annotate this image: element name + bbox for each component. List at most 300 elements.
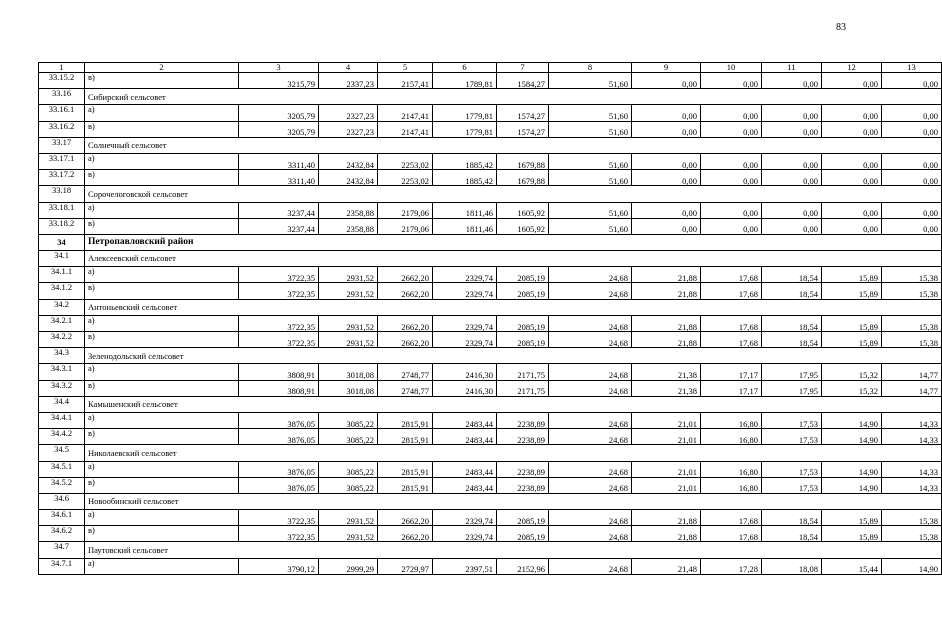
table-row xyxy=(39,218,942,234)
row-value: 18,54 xyxy=(762,283,822,299)
row-label: а) xyxy=(85,153,239,169)
page-number: 83 xyxy=(836,22,846,33)
row-value: 1789,81 xyxy=(433,73,497,89)
row-value: 3722,35 xyxy=(239,267,319,283)
row-value: 24,68 xyxy=(549,412,632,428)
row-value: 21,88 xyxy=(632,526,701,542)
row-value: 2253,02 xyxy=(378,153,433,169)
section-name: Николаевский сельсовет xyxy=(85,445,942,461)
row-value: 0,00 xyxy=(632,153,701,169)
column-number-header: 6 xyxy=(433,63,497,73)
row-value: 2748,77 xyxy=(378,364,433,380)
row-value: 21,88 xyxy=(632,510,701,526)
row-value: 21,01 xyxy=(632,477,701,493)
row-value: 3722,35 xyxy=(239,332,319,348)
section-row xyxy=(39,137,942,153)
row-label: в) xyxy=(85,121,239,137)
row-value: 15,89 xyxy=(822,283,882,299)
row-value: 15,32 xyxy=(822,380,882,396)
row-value: 3722,35 xyxy=(239,526,319,542)
row-value: 3237,44 xyxy=(239,202,319,218)
row-label: а) xyxy=(85,202,239,218)
row-value: 17,68 xyxy=(701,267,762,283)
row-value: 0,00 xyxy=(762,202,822,218)
row-value: 16,80 xyxy=(701,412,762,428)
row-value: 2171,75 xyxy=(497,364,549,380)
section-row xyxy=(39,348,942,364)
row-value: 16,80 xyxy=(701,461,762,477)
row-value: 2085,19 xyxy=(497,510,549,526)
row-value: 2662,20 xyxy=(378,315,433,331)
row-value: 0,00 xyxy=(701,202,762,218)
table-row xyxy=(39,380,942,396)
column-number-header: 9 xyxy=(632,63,701,73)
row-code: 34.6.1 xyxy=(39,510,85,526)
row-value: 2483,44 xyxy=(433,461,497,477)
section-code: 34.5 xyxy=(39,445,85,461)
row-value: 3085,22 xyxy=(319,429,378,445)
section-row xyxy=(39,89,942,105)
row-value: 2931,52 xyxy=(319,510,378,526)
section-name: Новообинский сельсовет xyxy=(85,493,942,509)
row-value: 2999,29 xyxy=(319,558,378,574)
table-row xyxy=(39,332,942,348)
row-value: 17,53 xyxy=(762,461,822,477)
row-label: а) xyxy=(85,315,239,331)
row-value: 2085,19 xyxy=(497,526,549,542)
row-value: 2085,19 xyxy=(497,283,549,299)
row-value: 2358,88 xyxy=(319,202,378,218)
district-name: Петропавловский район xyxy=(85,234,942,250)
row-value: 14,90 xyxy=(822,461,882,477)
row-value: 0,00 xyxy=(822,218,882,234)
row-value: 21,88 xyxy=(632,332,701,348)
row-value: 24,68 xyxy=(549,283,632,299)
row-value: 2329,74 xyxy=(433,315,497,331)
row-value: 0,00 xyxy=(762,170,822,186)
row-value: 3085,22 xyxy=(319,477,378,493)
row-value: 14,33 xyxy=(882,412,942,428)
row-value: 21,88 xyxy=(632,283,701,299)
row-value: 24,68 xyxy=(549,364,632,380)
row-label: а) xyxy=(85,267,239,283)
row-value: 0,00 xyxy=(632,121,701,137)
section-row xyxy=(39,186,942,202)
row-value: 14,90 xyxy=(822,412,882,428)
row-value: 21,88 xyxy=(632,267,701,283)
row-value: 3237,44 xyxy=(239,218,319,234)
row-value: 14,90 xyxy=(822,477,882,493)
section-row xyxy=(39,493,942,509)
row-value: 3722,35 xyxy=(239,315,319,331)
row-value: 0,00 xyxy=(701,105,762,121)
row-value: 3018,08 xyxy=(319,364,378,380)
row-value: 3018,08 xyxy=(319,380,378,396)
row-value: 14,33 xyxy=(882,477,942,493)
row-value: 2238,89 xyxy=(497,412,549,428)
row-value: 2329,74 xyxy=(433,510,497,526)
row-value: 1605,92 xyxy=(497,218,549,234)
row-value: 2931,52 xyxy=(319,267,378,283)
row-value: 0,00 xyxy=(632,170,701,186)
row-label: в) xyxy=(85,73,239,89)
row-value: 1574,27 xyxy=(497,105,549,121)
table-row xyxy=(39,526,942,542)
row-code: 34.3.1 xyxy=(39,364,85,380)
row-value: 2729,97 xyxy=(378,558,433,574)
row-value: 17,17 xyxy=(701,364,762,380)
row-value: 0,00 xyxy=(632,218,701,234)
table-row xyxy=(39,429,942,445)
row-value: 3808,91 xyxy=(239,364,319,380)
section-name: Паутовский сельсовет xyxy=(85,542,942,558)
row-value: 3876,05 xyxy=(239,429,319,445)
row-value: 3790,12 xyxy=(239,558,319,574)
table-row xyxy=(39,315,942,331)
row-value: 17,68 xyxy=(701,510,762,526)
row-value: 21,48 xyxy=(632,558,701,574)
row-label: а) xyxy=(85,510,239,526)
row-value: 17,17 xyxy=(701,380,762,396)
row-value: 3722,35 xyxy=(239,510,319,526)
row-code: 34.1.2 xyxy=(39,283,85,299)
row-value: 17,68 xyxy=(701,332,762,348)
row-value: 0,00 xyxy=(762,121,822,137)
row-value: 15,38 xyxy=(882,526,942,542)
row-value: 15,38 xyxy=(882,332,942,348)
table-row xyxy=(39,170,942,186)
row-value: 2662,20 xyxy=(378,267,433,283)
row-label: в) xyxy=(85,477,239,493)
table-row xyxy=(39,510,942,526)
row-label: в) xyxy=(85,332,239,348)
row-code: 34.6.2 xyxy=(39,526,85,542)
row-value: 0,00 xyxy=(762,218,822,234)
table-row xyxy=(39,283,942,299)
row-value: 0,00 xyxy=(822,73,882,89)
row-value: 21,38 xyxy=(632,380,701,396)
row-value: 21,01 xyxy=(632,461,701,477)
row-value: 1811,46 xyxy=(433,218,497,234)
row-value: 24,68 xyxy=(549,461,632,477)
row-value: 0,00 xyxy=(632,202,701,218)
row-value: 2179,06 xyxy=(378,202,433,218)
row-value: 2931,52 xyxy=(319,332,378,348)
row-value: 24,68 xyxy=(549,267,632,283)
row-value: 3876,05 xyxy=(239,461,319,477)
column-number-header: 11 xyxy=(762,63,822,73)
row-value: 2327,23 xyxy=(319,121,378,137)
row-value: 3876,05 xyxy=(239,412,319,428)
row-value: 3205,79 xyxy=(239,105,319,121)
row-value: 2662,20 xyxy=(378,283,433,299)
section-code: 34.4 xyxy=(39,396,85,412)
row-value: 24,68 xyxy=(549,429,632,445)
row-value: 1811,46 xyxy=(433,202,497,218)
row-value: 2253,02 xyxy=(378,170,433,186)
column-number-header: 7 xyxy=(497,63,549,73)
row-value: 2931,52 xyxy=(319,315,378,331)
row-value: 24,68 xyxy=(549,558,632,574)
row-value: 1574,27 xyxy=(497,121,549,137)
row-value: 17,95 xyxy=(762,364,822,380)
row-value: 21,88 xyxy=(632,315,701,331)
row-label: а) xyxy=(85,412,239,428)
row-value: 21,01 xyxy=(632,429,701,445)
row-value: 3085,22 xyxy=(319,461,378,477)
row-label: в) xyxy=(85,526,239,542)
section-row xyxy=(39,251,942,267)
table-row xyxy=(39,153,942,169)
row-value: 1885,42 xyxy=(433,153,497,169)
row-value: 21,38 xyxy=(632,364,701,380)
row-value: 51,60 xyxy=(549,105,632,121)
row-value: 15,38 xyxy=(882,283,942,299)
row-value: 0,00 xyxy=(882,105,942,121)
row-value: 21,01 xyxy=(632,412,701,428)
row-label: а) xyxy=(85,461,239,477)
row-value: 0,00 xyxy=(882,218,942,234)
table-row xyxy=(39,412,942,428)
section-code: 34.2 xyxy=(39,299,85,315)
row-value: 1584,27 xyxy=(497,73,549,89)
row-value: 3311,40 xyxy=(239,170,319,186)
row-value: 1679,88 xyxy=(497,153,549,169)
row-value: 17,68 xyxy=(701,526,762,542)
row-value: 3311,40 xyxy=(239,153,319,169)
row-value: 2815,91 xyxy=(378,412,433,428)
section-name: Сибирский сельсовет xyxy=(85,89,942,105)
row-value: 51,60 xyxy=(549,170,632,186)
row-value: 0,00 xyxy=(632,73,701,89)
section-row xyxy=(39,542,942,558)
row-label: а) xyxy=(85,364,239,380)
row-code: 34.2.1 xyxy=(39,315,85,331)
section-code: 34.7 xyxy=(39,542,85,558)
district-row xyxy=(39,234,942,250)
row-value: 15,89 xyxy=(822,526,882,542)
row-value: 24,68 xyxy=(549,380,632,396)
section-name: Камышенский сельсовет xyxy=(85,396,942,412)
row-value: 15,44 xyxy=(822,558,882,574)
row-value: 17,28 xyxy=(701,558,762,574)
table-row xyxy=(39,558,942,574)
row-value: 2748,77 xyxy=(378,380,433,396)
row-value: 2815,91 xyxy=(378,477,433,493)
row-value: 2358,88 xyxy=(319,218,378,234)
row-value: 2085,19 xyxy=(497,332,549,348)
row-value: 0,00 xyxy=(701,73,762,89)
section-row xyxy=(39,445,942,461)
row-value: 17,95 xyxy=(762,380,822,396)
table-row xyxy=(39,202,942,218)
row-value: 51,60 xyxy=(549,121,632,137)
row-value: 2238,89 xyxy=(497,461,549,477)
row-value: 0,00 xyxy=(762,73,822,89)
row-value: 0,00 xyxy=(882,121,942,137)
row-value: 0,00 xyxy=(882,170,942,186)
row-code: 34.2.2 xyxy=(39,332,85,348)
row-value: 18,54 xyxy=(762,332,822,348)
column-number-header: 4 xyxy=(319,63,378,73)
column-number-header: 8 xyxy=(549,63,632,73)
row-value: 2179,06 xyxy=(378,218,433,234)
row-value: 2483,44 xyxy=(433,429,497,445)
row-value: 18,54 xyxy=(762,510,822,526)
row-value: 2152,96 xyxy=(497,558,549,574)
row-value: 3205,79 xyxy=(239,121,319,137)
row-value: 0,00 xyxy=(762,153,822,169)
section-name: Антоньевский сельсовет xyxy=(85,299,942,315)
row-label: а) xyxy=(85,105,239,121)
section-row xyxy=(39,396,942,412)
row-code: 34.5.1 xyxy=(39,461,85,477)
row-value: 0,00 xyxy=(701,153,762,169)
row-value: 24,68 xyxy=(549,477,632,493)
section-name: Зеленодольский сельсовет xyxy=(85,348,942,364)
row-value: 2147,41 xyxy=(378,105,433,121)
row-value: 2815,91 xyxy=(378,429,433,445)
row-value: 16,80 xyxy=(701,429,762,445)
row-code: 34.1.1 xyxy=(39,267,85,283)
tariff-table xyxy=(38,62,942,575)
row-value: 15,89 xyxy=(822,510,882,526)
row-code: 34.3.2 xyxy=(39,380,85,396)
column-number-header: 10 xyxy=(701,63,762,73)
table-row xyxy=(39,267,942,283)
row-value: 24,68 xyxy=(549,526,632,542)
row-value: 2337,23 xyxy=(319,73,378,89)
section-code: 34.6 xyxy=(39,493,85,509)
row-value: 2238,89 xyxy=(497,429,549,445)
row-value: 15,32 xyxy=(822,364,882,380)
row-value: 2329,74 xyxy=(433,267,497,283)
row-code: 33.16.2 xyxy=(39,121,85,137)
row-value: 24,68 xyxy=(549,332,632,348)
district-code: 34 xyxy=(39,234,85,250)
row-value: 2662,20 xyxy=(378,332,433,348)
row-value: 3215,79 xyxy=(239,73,319,89)
row-value: 0,00 xyxy=(882,73,942,89)
section-code: 34.3 xyxy=(39,348,85,364)
row-value: 15,89 xyxy=(822,267,882,283)
table-row xyxy=(39,73,942,89)
row-label: в) xyxy=(85,218,239,234)
section-name: Солнечный сельсовет xyxy=(85,137,942,153)
row-code: 34.4.2 xyxy=(39,429,85,445)
row-value: 3876,05 xyxy=(239,477,319,493)
row-value: 2085,19 xyxy=(497,267,549,283)
row-code: 33.18.1 xyxy=(39,202,85,218)
row-value: 17,53 xyxy=(762,412,822,428)
column-number-header: 1 xyxy=(39,63,85,73)
row-value: 14,90 xyxy=(882,558,942,574)
row-label: в) xyxy=(85,380,239,396)
section-name: Сорочелоговской сельсовет xyxy=(85,186,942,202)
row-value: 15,38 xyxy=(882,267,942,283)
row-value: 2329,74 xyxy=(433,283,497,299)
row-value: 0,00 xyxy=(701,218,762,234)
row-value: 1885,42 xyxy=(433,170,497,186)
row-value: 2238,89 xyxy=(497,477,549,493)
row-value: 24,68 xyxy=(549,510,632,526)
row-value: 17,68 xyxy=(701,283,762,299)
row-value: 51,60 xyxy=(549,218,632,234)
row-value: 3085,22 xyxy=(319,412,378,428)
row-value: 17,53 xyxy=(762,429,822,445)
row-value: 14,33 xyxy=(882,461,942,477)
table-row xyxy=(39,364,942,380)
row-value: 14,33 xyxy=(882,429,942,445)
row-label: в) xyxy=(85,429,239,445)
table-row xyxy=(39,461,942,477)
section-code: 33.16 xyxy=(39,89,85,105)
row-value: 2662,20 xyxy=(378,510,433,526)
row-value: 15,38 xyxy=(882,510,942,526)
row-value: 2931,52 xyxy=(319,526,378,542)
row-value: 2483,44 xyxy=(433,412,497,428)
row-value: 3808,91 xyxy=(239,380,319,396)
section-code: 33.17 xyxy=(39,137,85,153)
row-value: 2329,74 xyxy=(433,332,497,348)
row-value: 2483,44 xyxy=(433,477,497,493)
row-value: 14,77 xyxy=(882,364,942,380)
row-value: 2662,20 xyxy=(378,526,433,542)
row-value: 0,00 xyxy=(822,105,882,121)
row-value: 2329,74 xyxy=(433,526,497,542)
row-label: а) xyxy=(85,558,239,574)
column-number-header: 12 xyxy=(822,63,882,73)
row-code: 33.17.1 xyxy=(39,153,85,169)
row-value: 18,54 xyxy=(762,267,822,283)
row-value: 18,54 xyxy=(762,526,822,542)
row-value: 1679,88 xyxy=(497,170,549,186)
row-value: 15,89 xyxy=(822,332,882,348)
row-value: 14,90 xyxy=(822,429,882,445)
section-row xyxy=(39,299,942,315)
row-label: в) xyxy=(85,283,239,299)
row-value: 2397,51 xyxy=(433,558,497,574)
section-code: 34.1 xyxy=(39,251,85,267)
row-value: 0,00 xyxy=(701,121,762,137)
column-number-row xyxy=(39,63,942,73)
row-value: 0,00 xyxy=(822,202,882,218)
row-code: 33.16.1 xyxy=(39,105,85,121)
row-value: 51,60 xyxy=(549,153,632,169)
row-code: 34.7.1 xyxy=(39,558,85,574)
row-code: 34.4.1 xyxy=(39,412,85,428)
row-value: 1605,92 xyxy=(497,202,549,218)
row-value: 0,00 xyxy=(632,105,701,121)
row-value: 17,68 xyxy=(701,315,762,331)
row-value: 2157,41 xyxy=(378,73,433,89)
row-label: в) xyxy=(85,170,239,186)
row-value: 18,08 xyxy=(762,558,822,574)
row-value: 51,60 xyxy=(549,202,632,218)
row-value: 2327,23 xyxy=(319,105,378,121)
table-body xyxy=(39,73,942,575)
row-value: 1779,81 xyxy=(433,121,497,137)
row-value: 2416,30 xyxy=(433,364,497,380)
row-value: 0,00 xyxy=(822,153,882,169)
row-value: 0,00 xyxy=(882,202,942,218)
column-number-header: 2 xyxy=(85,63,239,73)
row-value: 2416,30 xyxy=(433,380,497,396)
row-value: 18,54 xyxy=(762,315,822,331)
row-value: 0,00 xyxy=(882,153,942,169)
row-value: 3722,35 xyxy=(239,283,319,299)
row-value: 2147,41 xyxy=(378,121,433,137)
